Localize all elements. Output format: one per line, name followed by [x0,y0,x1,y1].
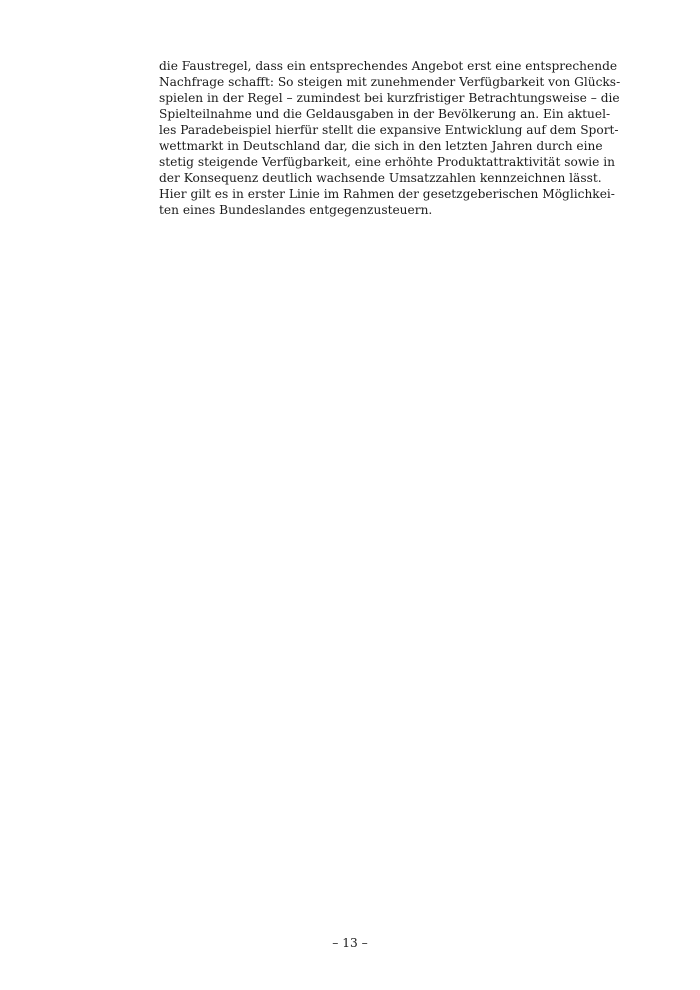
body-paragraph [159,58,621,218]
paragraph-line: Hier gilt es in erster Linie im Rahmen der gesetzgeberischen Möglichkei- [159,187,615,201]
paragraph-line: wettmarkt in Deutschland dar, die sich in den letzten Jahren durch eine [159,139,603,153]
paragraph-line: Nachfrage schafft: So steigen mit zunehmender Verfügbarkeit von Glücks- [159,75,621,89]
paragraph-line: die Faustregel, dass ein entsprechendes Angebot erst eine entsprechende [159,59,618,73]
paragraph-line: spielen in der Regel – zumindest bei kurzfristiger Betrachtungsweise – die [159,91,620,105]
paragraph-line: ten eines Bundeslandes entgegenzusteuern. [159,203,433,217]
paragraph-line: les Paradebeispiel hierfür stellt die expansive Entwicklung auf dem Sport- [159,123,619,137]
paragraph-line: Spielteilnahme und die Geldausgaben in der Bevölkerung an. Ein aktuel- [159,107,611,121]
paragraph-line: stetig steigende Verfügbarkeit, eine erhöhte Produktattraktivität sowie in [159,155,615,169]
paragraph-line: der Konsequenz deutlich wachsende Umsatzzahlen kennzeichnen lässt. [159,171,602,185]
page-number: – 13 – [332,936,368,950]
